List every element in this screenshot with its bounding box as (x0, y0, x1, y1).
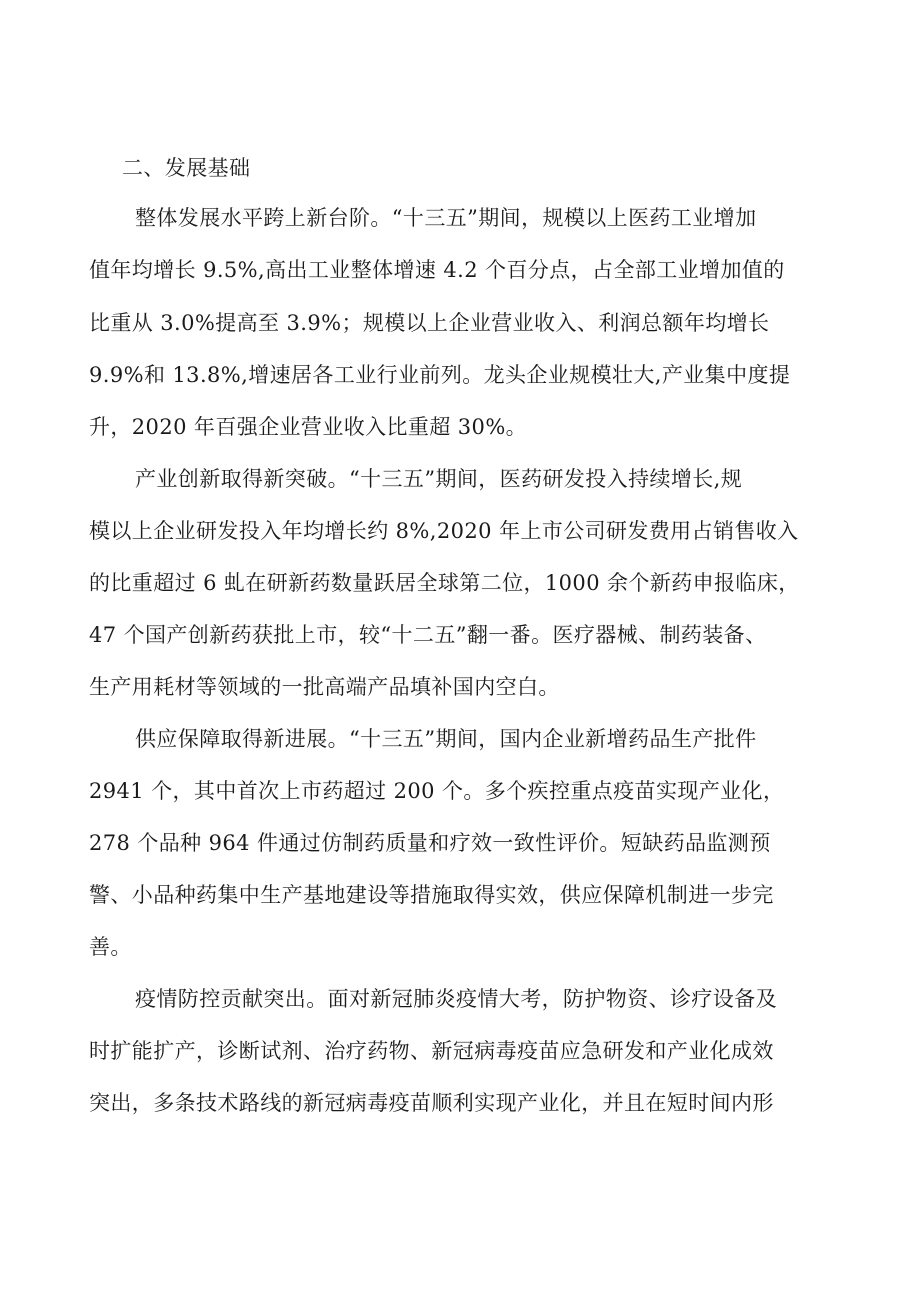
paragraph-line: 警、小品种药集中生产基地建设等措施取得实效，供应保障机制进一步完 (89, 883, 774, 907)
section-heading: 二、发展基础 (122, 156, 251, 180)
paragraph-line: 值年均增长 9.5%,高出工业整体增速 4.2 个百分点，占全部工业增加值的 (89, 258, 785, 282)
paragraph-line: 9.9%和 13.8%,增速居各工业行业前列。龙头企业规模壮大,产业集中度提 (89, 363, 791, 387)
paragraph-line: 善。 (89, 935, 132, 959)
paragraph-line: 278 个品种 964 件通过仿制药质量和疗效一致性评价。短缺药品监测预 (89, 831, 771, 855)
paragraph-line: 2941 个，其中首次上市药超过 200 个。多个疾控重点疫苗实现产业化， (89, 779, 785, 803)
paragraph-line: 升，2020 年百强企业营业收入比重超 30%。 (89, 415, 528, 439)
paragraph-line: 比重从 3.0%提高至 3.9%；规模以上企业营业收入、利润总额年均增长 (89, 311, 770, 335)
paragraph-line: 的比重超过 6 虬在研新药数量跃居全球第二位，1000 余个新药申报临床， (89, 571, 800, 595)
paragraph-line: 疫情防控贡献突出。面对新冠肺炎疫情大考，防护物资、诊疗设备及 (135, 987, 777, 1011)
paragraph-line: 整体发展水平跨上新台阶。“十三五”期间，规模以上医药工业增加 (135, 206, 757, 230)
paragraph-line: 生产用耗材等领域的一批高端产品填补国内空白。 (89, 675, 560, 699)
paragraph-line: 供应保障取得新进展。“十三五”期间，国内企业新增药品生产批件 (135, 727, 757, 751)
paragraph-line: 产业创新取得新突破。“十三五”期间，医药研发投入持续增长,规 (135, 467, 743, 491)
paragraph-line: 突出，多条技术路线的新冠病毒疫苗顺利实现产业化，并且在短时间内形 (89, 1091, 774, 1115)
paragraph-line: 模以上企业研发投入年均增长约 8%,2020 年上市公司研发费用占销售收入 (89, 519, 799, 543)
paragraph-line: 47 个国产创新药获批上市，较“十二五”翻一番。医疗器械、制药装备、 (89, 623, 767, 647)
paragraph-line: 时扩能扩产，诊断试剂、治疗药物、新冠病毒疫苗应急研发和产业化成效 (89, 1039, 774, 1063)
